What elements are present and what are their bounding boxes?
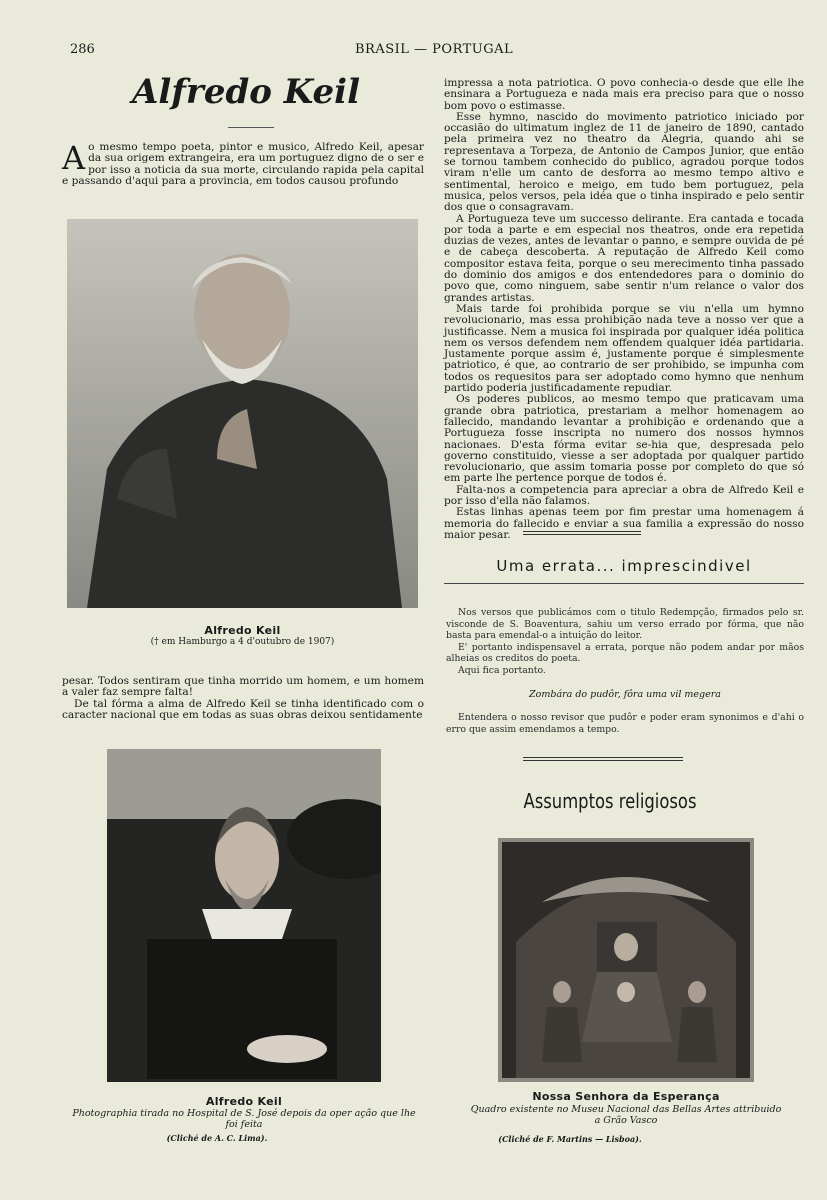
- photo2-credit: (Cliché de A. C. Lima).: [166, 1133, 268, 1143]
- religious-title: Assumptos religiosos: [523, 789, 697, 813]
- errata-closing: [446, 712, 804, 735]
- hospital-photo: [107, 749, 381, 1082]
- paragraph: Nos versos que publicámos com o titulo Redempção, firmados pelo sr. visconde de S. Boaventura, sahiu um verso errado por fórma, que não basta para emendal-o a intuição do leitor.: [446, 607, 804, 641]
- article-title: Alfredo Keil: [131, 72, 361, 112]
- painting-caption-sub: Quadro existente no Museu Nacional das Bellas Artes attribuido a Grão Vasco: [470, 1104, 782, 1126]
- paragraph: Os poderes publicos, ao mesmo tempo que praticavam uma grande obra patriotica, prestariam a melhor homenagem ao fallecido, mandando levantar a prohibição e ordenando que a Portugueza fosse inscripta no numero dos nossos hymnos nacionaes. D'esta fórma evitar se-hia que, despresada pelo governo constituido, viesse a ser adoptada por qualquer partido revolucionario, que assim tomaria posse por completo do que só em parte lhe pertence porque de todos é.: [444, 393, 804, 485]
- paragraph: Entendera o nosso revisor que pudôr e poder eram synonimos e d'ahi o erro que assim emendamos a tempo.: [446, 712, 804, 735]
- portrait-photo: [67, 219, 418, 608]
- page-number: 286: [70, 42, 95, 57]
- painting-caption-name: Nossa Senhora da Esperança: [532, 1090, 720, 1103]
- painting-credit: (Cliché de F. Martins — Lisboa).: [498, 1134, 642, 1144]
- paragraph: impressa a nota patriotica. O povo conhecia-o desde que elle lhe ensinara a Portugueza e nada mais era preciso para que o nosso bom povo o estimasse.: [444, 77, 804, 112]
- paragraph: A Portugueza teve um successo delirante. Era cantada e tocada por toda a parte e em especial nos theatros, onde era repetida duzias de vezes, antes de levantar o panno, e sempre ouvida de pé e de cabeça descoberta. A reputação de Alfredo Keil como compositor estava feita, porque o seu merecimento tinha passado do dominio dos amigos e dos entendedores para o dominio do povo que, como ninguem, sabe sentir n'um relance o valor dos grandes artistas.: [444, 212, 804, 304]
- intro-text: o mesmo tempo poeta, pintor e musico, Alfredo Keil, apesar da sua origem extrangeira, era um portuguez digno de o ser e por isso a noticia da sua morte, circulando rapida pela capital e passando d'aqui para a provincia, em todos causou profundo: [62, 141, 424, 187]
- photo2-caption-name: Alfredo Keil: [205, 1095, 283, 1108]
- right-column-text: [444, 78, 804, 541]
- photo2-caption-sub: Photographia tirada no Hospital de S. José depois da oper ação que lhe foi feita: [72, 1108, 416, 1130]
- section-divider: [523, 531, 641, 535]
- paragraph: Aqui fica portanto.: [458, 664, 546, 676]
- errata-title: Uma errata... imprescindivel: [496, 557, 752, 575]
- article-intro: [62, 139, 424, 187]
- paragraph: Esse hymno, nascido do movimento patriotico iniciado por occasião do ultimatum inglez de 11 de janeiro de 1890, cantado pela primeira vez no theatro da Alegria, quando ahi se representava a Torpeza, de Antonio de Campos Junior, que então se tornou tambem conhecido do publico, agradou porque todos viram n'elle um canto de desforra ao mesmo tempo altivo e sentimental, heroico e meigo, em tudo bem portuguez, pela musica, pelos versos, pela idéa que o tinha inspirado e pelo sentir dos que o consagravam.: [444, 110, 804, 214]
- paragraph: pesar. Todos sentiram que tinha morrido um homem, e um homem a valer faz sempre falta!: [62, 675, 424, 699]
- hospital-illustration: [107, 749, 381, 1082]
- errata-body: [446, 607, 804, 676]
- dropcap: A: [62, 139, 86, 177]
- section-divider-2: [523, 757, 683, 761]
- paragraph: Mais tarde foi prohibida porque se viu n'ella um hymno revolucionario, mas essa prohibição nada teve a nosso ver que a justificasse. Nem a musica foi inspirada por qualquer idéa politica nem os versos defendem nem offendem qualquer idéa partidaria. Justamente porque assim é, justamente porque é simplesmente patriotico, é que, ao contrario de ser prohibido, se impunha com todos os requesitos para ser adoptado como hymno que nenhum partido poderia justificadamente repudiar.: [444, 302, 804, 395]
- running-title: BRASIL — PORTUGAL: [355, 42, 514, 57]
- paragraph: Falta-nos a competencia para apreciar a obra de Alfredo Keil e por isso d'ella não falamos.: [444, 483, 804, 507]
- painting-illustration: [502, 842, 750, 1078]
- paragraph: E' portanto indispensavel a errata, porque não podem andar por mãos alheias os creditos do poeta.: [446, 641, 804, 664]
- photo1-caption-name: Alfredo Keil: [204, 624, 281, 637]
- portrait-illustration: [67, 219, 418, 608]
- article-continuation: [62, 676, 424, 721]
- paragraph: De tal fórma a alma de Alfredo Keil se tinha identificado com o caracter nacional que em todas as suas obras deixou sentidamente: [62, 697, 424, 721]
- errata-rule: [444, 583, 804, 584]
- photo1-caption-sub: († em Hamburgo a 4 d'outubro de 1907): [150, 637, 335, 647]
- errata-verse: Zombára do pudôr, fôra uma vil megera: [529, 689, 721, 700]
- title-rule: [228, 127, 274, 128]
- paragraph: Estas linhas apenas teem por fim prestar uma homenagem á memoria do fallecido e enviar a sua familia a expressão do nosso maior pesar.: [444, 506, 804, 541]
- painting-photo: [498, 838, 754, 1082]
